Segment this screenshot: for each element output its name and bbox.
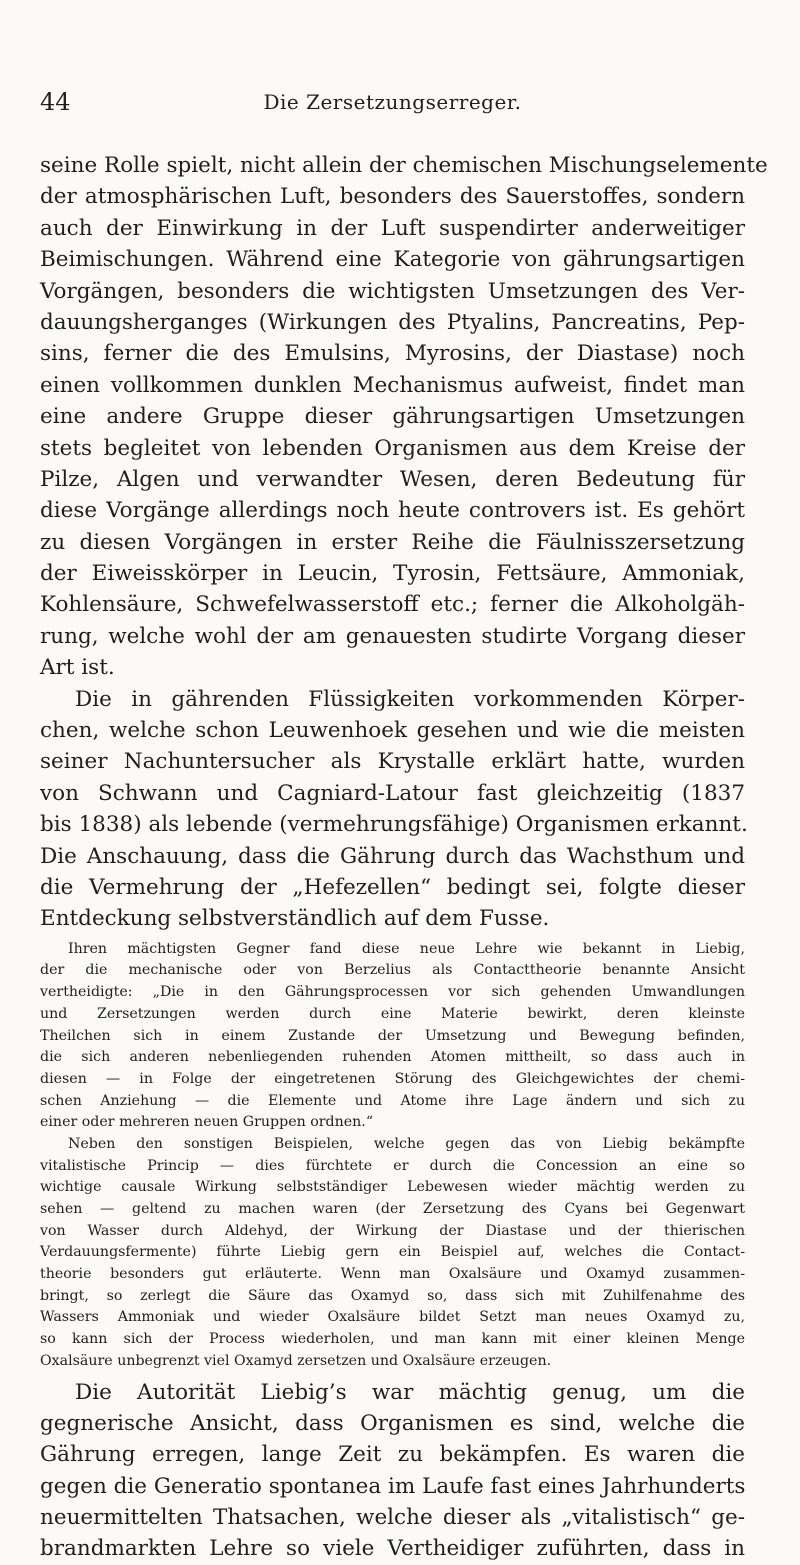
note-line: schen Anziehung — die Elemente und Atome ihre Lage ändern und sich zu [40,1092,745,1109]
note-line: einer oder mehreren neuen Gruppen ordnen.“ [40,1114,374,1131]
text-line: seiner Nachuntersucher als Krystalle erklärt hatte, wurden [40,749,745,775]
note-line: sehen — geltend zu machen waren (der Zersetzung des Cyans bei Gegenwart [40,1201,745,1218]
text-line: Vorgängen, besonders die wichtigsten Umsetzungen des Ver- [40,278,745,304]
text-line: eine andere Gruppe dieser gährungsartigen Umsetzungen [40,404,745,430]
text-line: dauungsherganges (Wirkungen des Ptyalins, Pancreatins, Pep- [40,309,745,335]
text-line: neuermittelten Thatsachen, welche dieser als „vitalistisch“ ge- [40,1505,745,1531]
text-line: rung, welche wohl der am genauesten studirte Vorgang dieser [40,623,745,649]
note-line: vitalistische Princip — dies fürchtete er durch die Concession an eine so [40,1157,745,1174]
text-line: stets begleitet von lebenden Organismen aus dem Kreise der [40,435,745,461]
note-1 [40,939,745,1134]
note-line: von Wasser durch Aldehyd, der Wirkung der Diastase und der thierischen [40,1222,745,1239]
text-line: Die Autorität Liebig’s war mächtig genug, um die [75,1379,745,1405]
note-line: der die mechanische oder von Berzelius als Contacttheorie benannte Ansicht [40,962,745,979]
text-line: Beimischungen. Während eine Kategorie von gährungsartigen [40,247,745,273]
note-line: Ihren mächtigsten Gegner fand diese neue Lehre wie bekannt in Liebig, [68,940,745,957]
running-head: Die Zersetzungserreger. [263,90,522,114]
text-line: Die Anschauung, dass die Gährung durch das Wachsthum und [40,843,745,869]
text-line: Gährung erregen, lange Zeit zu bekämpfen. Es waren die [40,1442,745,1468]
note-line: und Zersetzungen werden durch eine Materie bewirkt, deren kleinste [40,1005,745,1022]
note-line: Verdauungsfermente) führte Liebig gern ein Beispiel auf, welches die Contact- [40,1244,745,1261]
text-line: auch der Einwirkung in der Luft suspendirter anderweitiger [40,215,745,241]
note-line: Theilchen sich in einem Zustande der Umsetzung und Bewegung befinden, [40,1027,745,1044]
text-line: seine Rolle spielt, nicht allein der chemischen Mischungselemente [40,153,768,178]
note-line: die sich anderen nebenliegenden ruhenden Atomen mittheilt, so dass auch in [40,1049,745,1066]
text-line: einen vollkommen dunklen Mechanismus aufweist, findet man [40,372,745,398]
paragraph-2 [40,684,748,935]
note-line: Neben den sonstigen Beispielen, welche gegen das von Liebig bekämpfte [68,1135,745,1152]
text-line: die Vermehrung der „Hefezellen“ bedingt sei, folgte dieser [40,874,745,900]
text-line: gegnerische Ansicht, dass Organismen es sind, welche die [40,1410,745,1436]
text-line: Pilze, Algen und verwandter Wesen, deren Bedeutung für [40,466,745,492]
text-line: Art ist. [40,655,115,681]
text-line: der Eiweisskörper in Leucin, Tyrosin, Fettsäure, Ammoniak, [40,561,745,587]
text-line: brandmarkten Lehre so viele Vertheidiger zuführten, dass in [40,1536,745,1562]
note-line: Wassers Ammoniak und wieder Oxalsäure bildet Setzt man neues Oxamyd zu, [40,1309,745,1326]
note-line: wichtige causale Wirkung selbstständiger Lebewesen wieder mächtig werden zu [40,1179,745,1196]
text-line: chen, welche schon Leuwenhoek gesehen und wie die meisten [40,718,745,744]
text-line: sins, ferner die des Emulsins, Myrosins, der Diastase) noch [40,341,745,367]
text-line: der atmosphärischen Luft, besonders des Sauerstoffes, sondern [40,184,745,210]
page-header [40,88,745,118]
note-line: so kann sich der Process wiederholen, und man kann mit einer kleinen Menge [40,1331,745,1348]
paragraph-3 [40,1377,745,1565]
text-line: zu diesen Vorgängen in erster Reihe die Fäulnisszersetzung [40,529,745,555]
text-line: Kohlensäure, Schwefelwasserstoff etc.; ferner die Alkoholgäh- [40,592,745,618]
text-line: gegen die Generatio spontanea im Laufe fast eines Jahrhunderts [40,1473,746,1499]
note-2 [40,1134,745,1373]
text-line: bis 1838) als lebende (vermehrungsfähige) Organismen erkannt. [40,812,748,838]
note-line: vertheidigte: „Die in den Gährungsprocessen vor sich gehenden Umwandlungen [40,984,745,1001]
page-number: 44 [40,88,71,116]
text-line: Entdeckung selbstverständlich auf dem Fusse. [40,906,550,932]
text-line: Die in gährenden Flüssigkeiten vorkommenden Körper- [75,686,745,712]
text-line: diese Vorgänge allerdings noch heute controvers ist. Es gehört [40,498,745,524]
note-line: Oxalsäure unbegrenzt viel Oxamyd zersetzen und Oxalsäure erzeugen. [40,1352,552,1369]
text-line: von Schwann und Cagniard-Latour fast gleichzeitig (1837 [40,780,745,806]
note-line: diesen — in Folge der eingetretenen Störung des Gleichgewichtes der chemi- [40,1070,745,1087]
paragraph-1 [40,150,768,684]
note-line: bringt, so zerlegt die Säure das Oxamyd so, dass sich mit Zuhilfenahme des [40,1287,745,1304]
page-body [40,150,768,1565]
note-line: theorie besonders gut erläuterte. Wenn man Oxalsäure und Oxamyd zusammen- [40,1266,745,1283]
